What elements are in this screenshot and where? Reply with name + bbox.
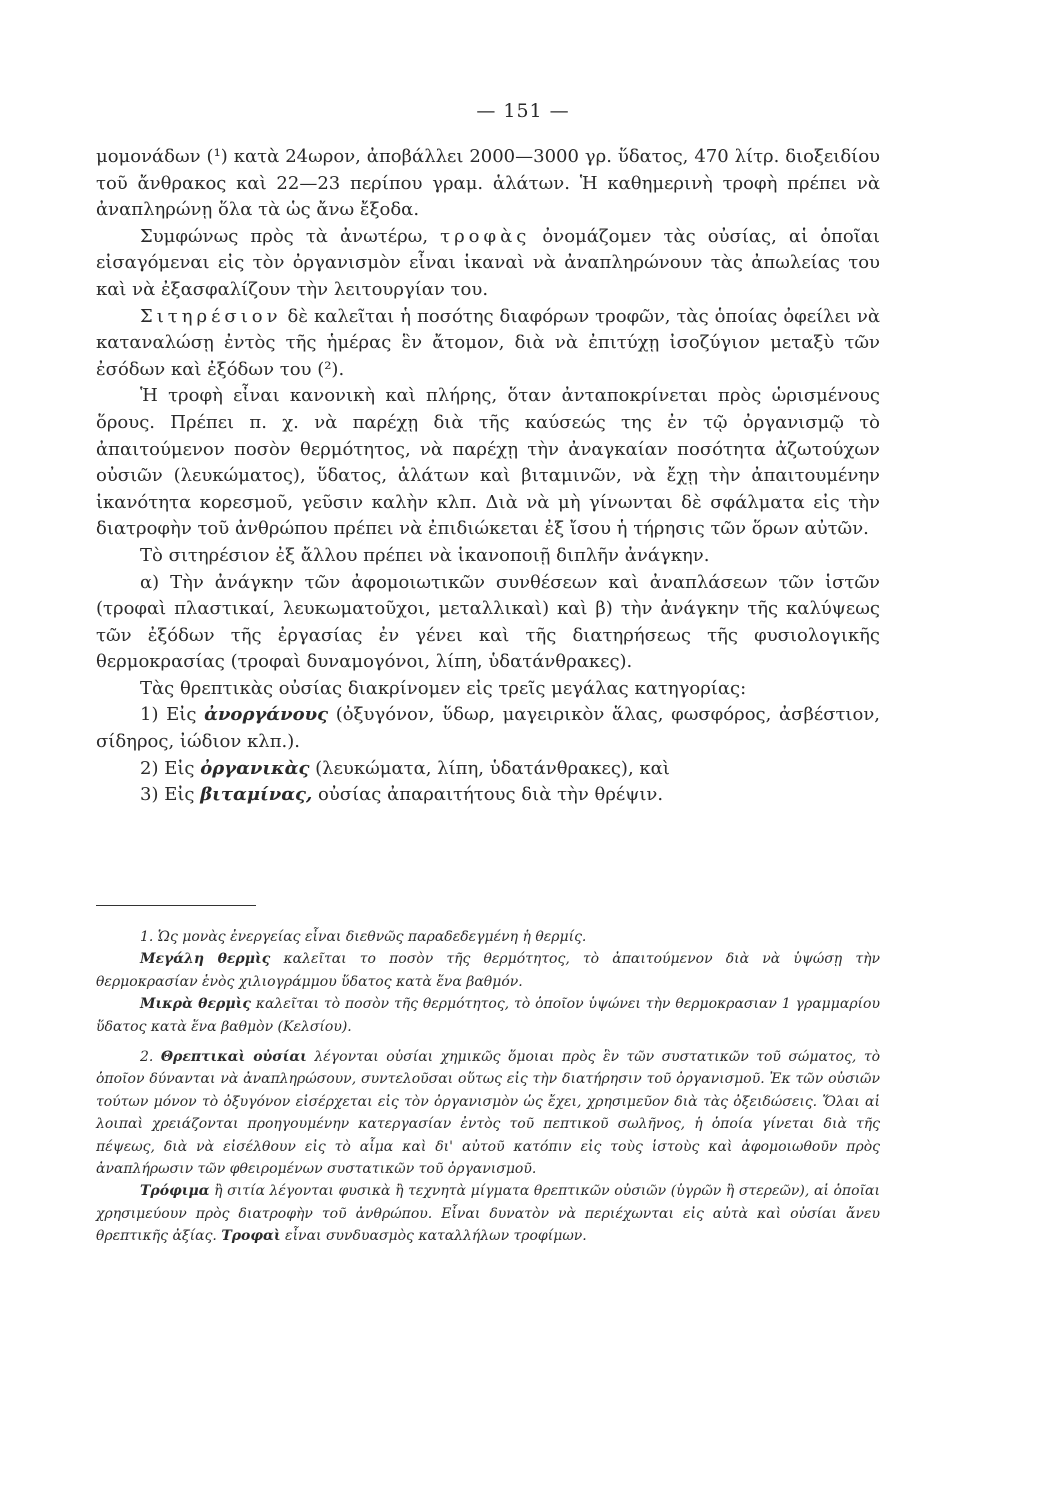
paragraph-3-text: δὲ καλεῖται ἡ ποσότης διαφόρων τροφῶν, τὰς ὁποίας ὀφείλει νὰ καταναλώσῃ ἐντὸς τῆς ἡμέρας ἓν ἄτομον, διὰ νὰ ἐπιτύχῃ ἰσοζύγιον μεταξὺ τῶν ἐσόδων καὶ ἐξόδων του (²). (96, 305, 880, 380)
footnote-1a-text: καλεῖται το ποσὸν τῆς θερμότητος, τὸ ἀπαιτούμενον διὰ νὰ ὑψώσῃ τὴν θερμοκρασίαν ἑνὸς χιλιογράμμου ὕδατος κατὰ ἕνα βαθμόν. (96, 951, 880, 990)
footnote-3-end: εἶναι συνδυασμὸς καταλλήλων τροφίμων. (280, 1228, 587, 1245)
term-trofas: τροφὰς (440, 225, 531, 247)
term-organikas: ὀργανικὰς (200, 757, 310, 779)
list-item-2-text: (λευκώματα, λίπη, ὑδατάνθρακες), καὶ (309, 757, 670, 779)
list-item-3-lead: 3) Εἰς (140, 784, 201, 806)
paragraph-1-text: μομονάδων (¹) κατὰ 24ωρον, ἀποβάλλει 2000—3000 γρ. ὕδατος, 470 λίτρ. διοξειδίου τοῦ ἄνθρακος καὶ 22—23 περίπου γραμ. ἁλάτων. Ἡ καθημερινὴ τροφὴ πρέπει νὰ ἀναπληρώνῃ ὅλα τὰ ὡς ἄνω ἔξοδα. (96, 146, 880, 221)
paragraph-6-text: α) Τὴν ἀνάγκην τῶν ἀφομοιωτικῶν συνθέσεων καὶ ἀναπλάσεων τῶν ἱστῶν (τροφαὶ πλαστικαί, λευκωματοῦχοι, μεταλλικαὶ) καὶ β) τὴν ἀνάγκην τῆς καλύψεως τῶν ἐξόδων τῆς ἐργασίας ἐν γένει καὶ τῆς διατηρήσεως τῆς φυσιολογικῆς θερμοκρασίας (τροφαὶ δυναμογόνοι, λίπη, ὑδατάνθρακες). (96, 571, 880, 673)
footnote-2-text: λέγονται οὐσίαι χημικῶς ὅμοιαι πρὸς ἓν τῶν συστατικῶν τοῦ σώματος, τὸ ὁποῖον δύνανται νὰ ἀναπληρώσουν, συντελοῦσαι οὕτως εἰς τὴν διατήρησιν τοῦ ὀργανισμοῦ. Ἐκ τῶν οὐσιῶν τούτων μόνον τὸ ὀξυγόνον εἰσέρχεται εἰς τὸν ὀργανισμὸν ὡς ἔχει, χρησιμεῦον διὰ τὰς ὀξειδώσεις. Ὅλαι αἱ λοιπαὶ χρειάζονται προηγουμένην κατεργασίαν ἐντὸς τοῦ πεπτικοῦ σωλῆνος, ἡ ὁποία γίνεται διὰ τῆς πέψεως, διὰ νὰ εἰσέλθουν εἰς τὸ αἷμα καὶ δι' αὐτοῦ κατόπιν εἰς τοὺς ἱστοὺς καὶ ἀφομοιωθοῦν πρὸς ἀναπλήρωσιν τῶν φθειρομένων συστατικῶν τοῦ ὀργανισμοῦ. (96, 1049, 880, 1178)
footnote-1b-text: καλεῖται τὸ ποσὸν τῆς θερμότητος, τὸ ὁποῖον ὑψώνει τὴν θερμοκρασιαν 1 γραμμαρίου ὕδατος κατὰ ἕνα βαθμὸν (Κελσίου). (96, 996, 880, 1035)
list-item-3-text: οὐσίας ἀπαραιτήτους διὰ τὴν θρέψιν. (312, 784, 664, 806)
footnote-3-text: ἢ σιτία λέγονται φυσικὰ ἢ τεχνητὰ μίγματα θρεπτικῶν οὐσιῶν (ὑγρῶν ἢ στερεῶν), αἱ ὁποῖαι χρησιμεύουν πρὸς διατροφὴν τοῦ ἀνθρώπου. Εἶναι δυνατὸν νὰ περιέχωνται εἰς αὐτὰ καὶ οὐσίαι ἄνευ θρεπτικῆς ἀξίας. (96, 1183, 880, 1245)
paragraph-1 (96, 144, 880, 224)
footnote-1b (96, 993, 880, 1038)
term-trofai: Τροφαὶ (221, 1228, 281, 1245)
term-mikra-thermis: Μικρὰ θερμὶς (140, 996, 251, 1013)
paragraph-2 (96, 224, 880, 304)
term-threptikai-ousiai: Θρεπτικαὶ οὐσίαι (160, 1049, 307, 1066)
paragraph-4 (96, 383, 880, 543)
term-trofima: Τρόφιμα (140, 1183, 210, 1200)
footnotes (96, 926, 880, 1248)
footnote-3 (96, 1180, 880, 1247)
footnote-1-text: 1. Ὡς μονὰς ἐνεργείας εἶναι διεθνῶς παραδεδεγμένη ἡ θερμίς. (140, 929, 587, 945)
term-sitiresion: Σιτηρέσιον (140, 305, 282, 327)
footnote-1a (96, 948, 880, 993)
list-item-1-lead: 1) Εἰς (140, 704, 205, 726)
footnote-divider (96, 905, 256, 906)
paragraph-5-text: Τὸ σιτηρέσιον ἐξ ἄλλου πρέπει νὰ ἱκανοποιῇ διπλῆν ἀνάγκην. (140, 544, 710, 566)
term-megali-thermis: Μεγάλη θερμὶς (140, 951, 271, 968)
paragraph-3 (96, 304, 880, 384)
list-item-1-text: (ὀξυγόνον, ὕδωρ, μαγειρικὸν ἅλας, φωσφόρος, ἀσβέστιον, σίδηρος, ἰώδιον κλπ.). (96, 704, 880, 753)
list-item-1 (96, 702, 880, 755)
page-number: — 151 — (476, 100, 570, 122)
paragraph-2-text: ὀνομάζομεν τὰς οὐσίας, αἱ ὁποῖαι εἰσαγόμεναι εἰς τὸν ὀργανισμὸν εἶναι ἱκαναὶ νὰ ἀναπληρώνουν τὰς ἀπωλείας του καὶ νὰ ἐξασφαλίζουν τὴν λειτουργίαν του. (96, 225, 880, 300)
paragraph-4-text: Ἡ τροφὴ εἶναι κανονικὴ καὶ πλήρης, ὅταν ἀνταποκρίνεται πρὸς ὡρισμένους ὅρους. Πρέπει π. χ. νὰ παρέχῃ διὰ τῆς καύσεώς της ἐν τῷ ὀργανισμῷ τὸ ἀπαιτούμενον ποσὸν θερμότητος, νὰ παρέχῃ τὴν ἀναγκαίαν ποσότητα ἀζωτούχων οὐσιῶν (λευκώματος), ὕδατος, ἁλάτων καὶ βιταμινῶν, νὰ ἔχῃ τὴν ἀπαιτουμένην ἱκανότητα κορεσμοῦ, γεῦσιν καλὴν κλπ. Διὰ νὰ μὴ γίνωνται δὲ σφάλματα εἰς τὴν διατροφὴν τοῦ ἀνθρώπου πρέπει νὰ ἐπιδιώκεται ἐξ ἴσου ἡ τήρησις τῶν ὅρων αὐτῶν. (96, 385, 880, 540)
paragraph-7-text: Τὰς θρεπτικὰς οὐσίας διακρίνομεν εἰς τρεῖς μεγάλας κατηγορίας: (140, 677, 747, 699)
footnote-2 (96, 1046, 880, 1180)
footnote-2-lead: 2. (140, 1049, 161, 1066)
term-vitaminas: βιταμίνας, (200, 784, 313, 806)
term-anorganous: ἀνοργάνους (204, 704, 329, 726)
paragraph-2-lead: Συμφώνως πρὸς τὰ ἀνωτέρω, (140, 225, 441, 247)
main-text (96, 144, 880, 809)
paragraph-7 (96, 676, 880, 703)
footnote-1 (96, 926, 880, 948)
paragraph-5 (96, 543, 880, 570)
list-item-3 (96, 782, 880, 809)
paragraph-6 (96, 570, 880, 676)
list-item-2-lead: 2) Εἰς (140, 757, 201, 779)
list-item-2 (96, 756, 880, 783)
